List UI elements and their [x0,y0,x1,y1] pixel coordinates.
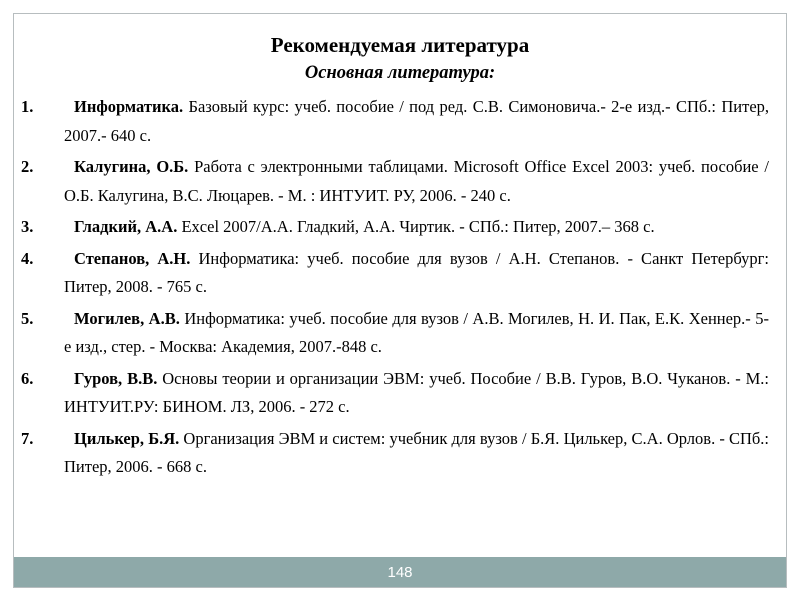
item-author: Информатика. [74,97,184,116]
list-item [14,213,786,242]
slide [13,13,787,588]
footer-bar [14,557,786,587]
item-text: Excel 2007/А.А. Гладкий, А.А. Чиртик. - СПб.: Питер, 2007.– 368 с. [181,217,655,236]
page-number: 148 [387,563,413,581]
item-number: 2. [21,157,34,176]
item-text: Информатика: учеб. пособие для вузов / А.Н. Степанов. - Санкт Петербург: Питер, 2008. - 765 с. [64,248,769,296]
list-item [14,153,786,210]
item-text: Организация ЭВМ и систем: учебник для вузов / Б.Я. Цилькер, С.А. Орлов. - СПб.: Питер, 2006. - 668 с. [64,428,769,476]
list-item [14,93,786,150]
reference-list [14,93,786,482]
list-item [14,365,786,422]
item-text: Работа с электронными таблицами. Microsoft Office Excel 2003: учеб. пособие / О.Б. Калугина, В.С. Люцарев. - М. : ИНТУИТ. РУ, 2006. - 240 с. [64,157,769,205]
item-author: Степанов, А.Н. [74,248,191,268]
item-author: Гладкий, А.А. [74,217,178,236]
item-number: 1. [21,97,34,116]
item-author: Цилькер, Б.Я. [74,428,180,448]
list-item [14,305,786,362]
slide-title: Рекомендуемая литература [270,33,530,57]
list-item [14,425,786,482]
list-item [14,245,786,302]
item-author: Могилев, А.В. [74,308,180,328]
item-text: Информатика: учеб. пособие для вузов / А.В. Могилев, Н. И. Пак, Е.К. Хеннер.- 5-е изд., стер. - Москва: Академия, 2007.-848 с. [64,308,770,356]
item-number: 7. [21,428,34,448]
item-text: Основы теории и организации ЭВМ: учеб. Пособие / В.В. Гуров, В.О. Чуканов. - М.: ИНТУИТ.РУ: БИНОМ. ЛЗ, 2006. - 272 с. [64,368,770,416]
slide-subtitle: Основная литература: [304,63,496,83]
item-number: 3. [21,217,34,236]
item-number: 5. [21,308,34,328]
item-author: Гуров, В.В. [74,368,158,388]
item-author: Калугина, О.Б. [74,157,189,176]
item-text: Базовый курс: учеб. пособие / под ред. С.В. Симоновича.- 2-е изд.- СПб.: Питер, 2007.- 640 с. [64,97,770,145]
item-number: 4. [21,248,34,268]
item-number: 6. [21,368,34,388]
